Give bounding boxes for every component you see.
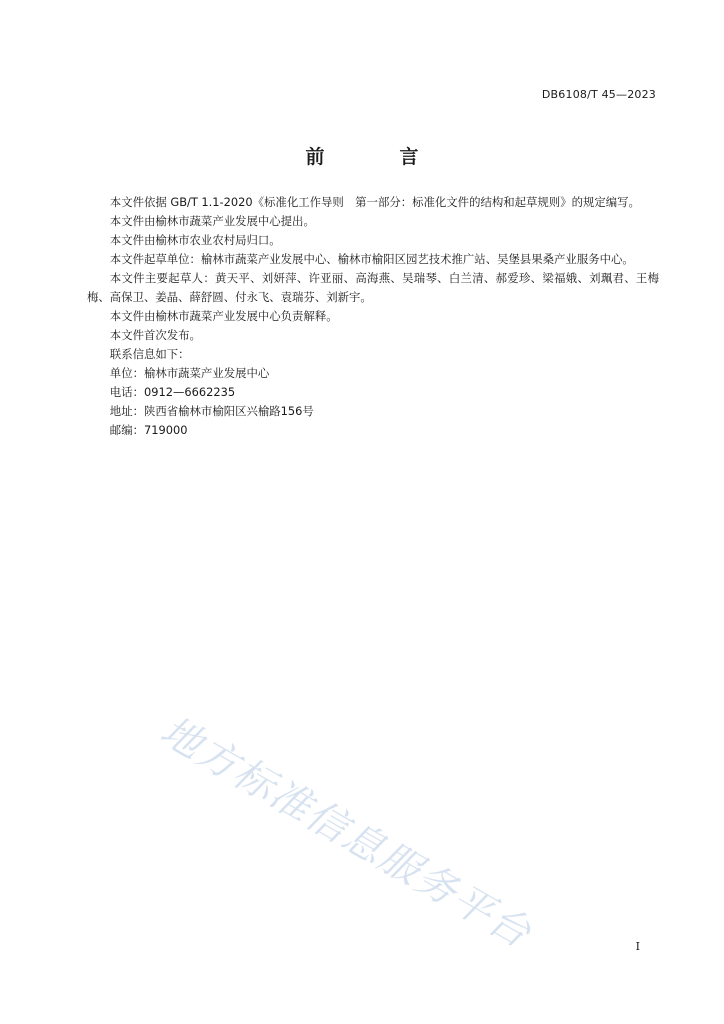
- contact-phone: 电话：0912—6662235: [109, 385, 236, 399]
- document-code: DB6108/T 45—2023: [541, 88, 656, 101]
- paragraph-administrator: 本文件由榆林市农业农村局归口。: [109, 233, 281, 247]
- document-body: [87, 193, 659, 440]
- paragraph-drafting-units: 本文件起草单位：榆林市蔬菜产业发展中心、榆林市榆阳区园艺技术推广站、吴堡县果桑产业服务中心。: [109, 252, 634, 266]
- paragraph-basis: 本文件依据 GB/T 1.1-2020《标准化工作导则 第一部分：标准化文件的结构和起草规则》的规定编写。: [109, 195, 640, 209]
- watermark: 地方标准信息服务平台: [152, 707, 540, 958]
- paragraph-proposer: 本文件由榆林市蔬菜产业发展中心提出。: [109, 214, 315, 228]
- paragraph-first-release: 本文件首次发布。: [109, 328, 201, 342]
- contact-heading: 联系信息如下：: [109, 347, 190, 361]
- paragraph-drafters: 本文件主要起草人：黄天平、刘妍萍、许亚丽、高海燕、吴瑞琴、白兰清、郝爱珍、梁福娥、刘珮君、王梅梅、高保卫、姜晶、薛舒圆、付永飞、袁瑞芬、刘新宇。: [87, 271, 659, 304]
- contact-address: 地址：陕西省榆林市榆阳区兴榆路156号: [109, 404, 314, 418]
- page-title: 前 言: [305, 146, 447, 168]
- contact-postcode: 邮编：719000: [109, 423, 188, 437]
- contact-unit: 单位：榆林市蔬菜产业发展中心: [109, 366, 270, 380]
- page-number: I: [635, 940, 640, 953]
- paragraph-interpretation: 本文件由榆林市蔬菜产业发展中心负责解释。: [109, 309, 338, 323]
